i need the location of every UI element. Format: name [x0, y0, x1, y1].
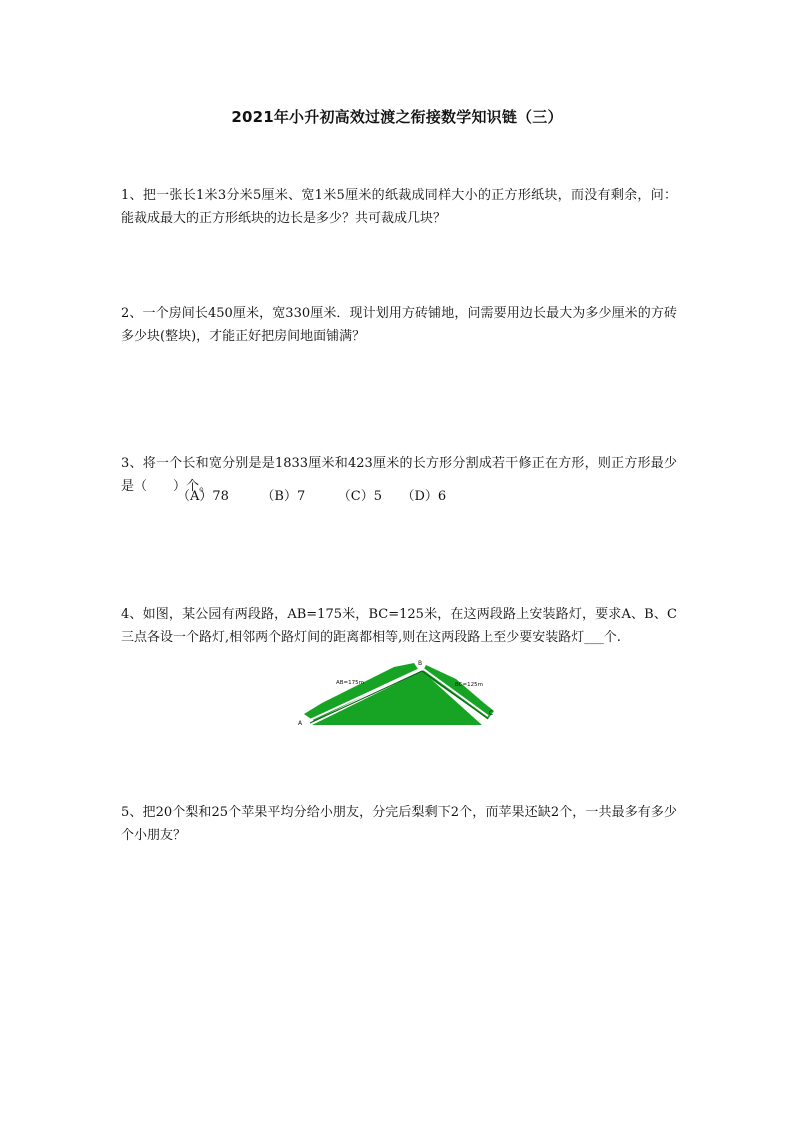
- question-4: 4、如图，某公园有两段路，AB=175米，BC=125米，在这两段路上安装路灯，要求A、B、C三点各设一个路灯,相邻两个路灯间的距离都相等,则在这两段路上至少要安装路灯___个.: [121, 607, 677, 645]
- question-5: 5、把20个梨和25个苹果平均分给小朋友，分完后梨剩下2个，而苹果还缺2个，一共最多有多少个小朋友？: [121, 805, 677, 843]
- label-a: A: [298, 720, 303, 727]
- label-bc: BC=125m: [455, 682, 483, 688]
- question-3: 3、将一个长和宽分别是是1833厘米和423厘米的长方形分割成若干修正在方形，则正方形最少是（ ）个。: [121, 456, 677, 494]
- page-title: 2021年小升初高效过渡之衔接数学知识链（三）: [231, 108, 563, 126]
- label-c: C: [489, 710, 494, 717]
- label-b: B: [418, 660, 423, 667]
- question-3-choices: （A）78 （B）7 （C）5 （D）6: [177, 489, 447, 504]
- question-1: 1、把一张长1米3分米5厘米、宽1米5厘米的纸裁成同样大小的正方形纸块，而没有剩余，问：能裁成最大的正方形纸块的边长是多少？共可裁成几块？: [121, 188, 677, 226]
- question-2: 2、一个房间长450厘米，宽330厘米．现计划用方砖铺地，问需要用边长最大为多少厘米的方砖多少块(整块)，才能正好把房间地面铺满？: [121, 306, 677, 344]
- road-figure: [298, 659, 498, 727]
- label-ab: AB=175m: [336, 680, 364, 686]
- road-diagram: [298, 659, 498, 727]
